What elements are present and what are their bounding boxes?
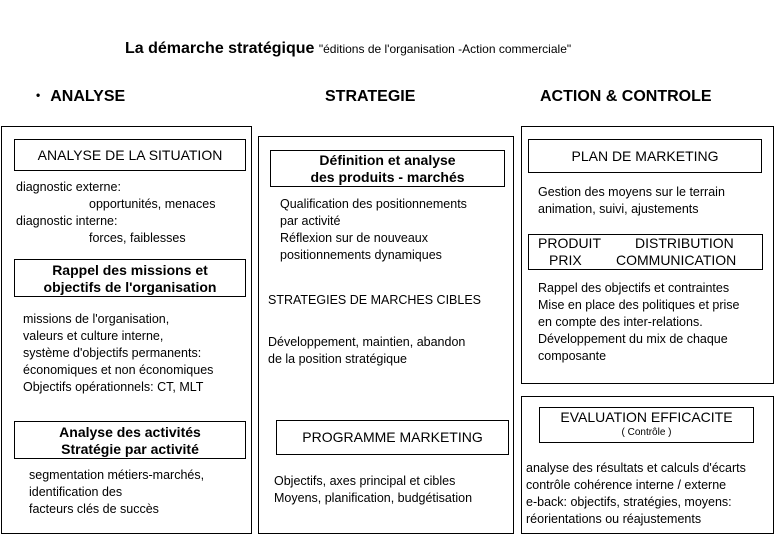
activites-line: facteurs clés de succès <box>29 502 159 516</box>
definition-title-line: Définition et analyse <box>319 152 456 168</box>
activites-text <box>29 467 204 518</box>
situation-line: diagnostic interne: <box>16 214 118 228</box>
programme-line: Objectifs, axes principal et cibles <box>274 474 456 488</box>
mix-prix: PRIX <box>549 252 582 268</box>
situation-line: opportunités, menaces <box>89 197 216 211</box>
evaluation-line: réorientations ou réajustements <box>526 512 702 526</box>
evaluation-title: EVALUATION EFFICACITE <box>560 409 733 425</box>
subtitle-text: "éditions de l'organisation -Action commerciale" <box>318 42 572 56</box>
developpement-line: de la position stratégique <box>268 352 407 366</box>
situation-line: diagnostic externe: <box>16 180 121 194</box>
missions-title-line: objectifs de l'organisation <box>43 279 217 295</box>
missions-text <box>23 311 213 396</box>
plan-box <box>528 139 762 173</box>
definition-line: Réflexion sur de nouveaux <box>280 231 429 245</box>
definition-line: par activité <box>280 214 341 228</box>
title-text: La démarche stratégique <box>125 40 315 57</box>
mix-line: en compte des inter-relations. <box>538 315 703 329</box>
plan-line: Gestion des moyens sur le terrain <box>538 185 725 199</box>
mix-produit: PRODUIT <box>538 235 601 251</box>
programme-title: PROGRAMME MARKETING <box>302 429 483 445</box>
strategie-column <box>258 136 514 534</box>
activites-line: segmentation métiers-marchés, <box>29 468 205 482</box>
developpement-line: Développement, maintien, abandon <box>268 335 466 349</box>
column-header-strategie: STRATEGIE <box>325 88 416 105</box>
column-header-action: ACTION & CONTROLE <box>540 88 712 105</box>
activites-line: identification des <box>29 485 123 499</box>
analyse-column <box>1 126 252 534</box>
evaluation-line: e-back: objectifs, stratégies, moyens: <box>526 495 732 509</box>
definition-title-line: des produits - marchés <box>310 169 465 185</box>
evaluation-text <box>526 460 746 528</box>
evaluation-subtitle: ( Contrôle ) <box>621 427 672 438</box>
plan-text <box>538 184 725 218</box>
mix-box <box>528 234 763 270</box>
missions-title-line: Rappel des missions et <box>52 262 208 278</box>
situation-title: ANALYSE DE LA SITUATION <box>37 147 223 163</box>
bullet-icon: • <box>36 88 41 102</box>
mix-line: Mise en place des politiques et prise <box>538 298 740 312</box>
developpement-text <box>268 334 465 368</box>
analyse-label: ANALYSE <box>50 88 126 105</box>
plan-line: animation, suivi, ajustements <box>538 202 699 216</box>
programme-box <box>276 420 509 455</box>
activites-title-line: Stratégie par activité <box>61 441 199 457</box>
definition-line: positionnements dynamiques <box>280 248 442 262</box>
situation-box <box>14 139 246 171</box>
activites-title-line: Analyse des activités <box>59 424 201 440</box>
definition-box <box>270 150 505 187</box>
page-title <box>125 40 571 58</box>
column-header-analyse <box>36 88 125 106</box>
missions-line: missions de l'organisation, <box>23 312 170 326</box>
situation-text <box>16 179 215 247</box>
plan-title: PLAN DE MARKETING <box>571 148 719 164</box>
plan-column <box>521 126 774 384</box>
mix-line: composante <box>538 349 607 363</box>
strategies-cibles: STRATEGIES DE MARCHES CIBLES <box>268 293 482 307</box>
mix-line: Développement du mix de chaque <box>538 332 728 346</box>
missions-line: valeurs et culture interne, <box>23 329 164 343</box>
missions-line: Objectifs opérationnels: CT, MLT <box>23 380 204 394</box>
definition-line: Qualification des positionnements <box>280 197 467 211</box>
mix-distribution: DISTRIBUTION <box>635 235 734 251</box>
missions-box <box>14 259 246 297</box>
situation-line: forces, faiblesses <box>89 231 186 245</box>
evaluation-column <box>521 396 774 534</box>
activites-box <box>14 421 246 459</box>
programme-text <box>274 473 472 507</box>
evaluation-line: contrôle cohérence interne / externe <box>526 478 727 492</box>
evaluation-line: analyse des résultats et calculs d'écarts <box>526 461 746 475</box>
evaluation-box <box>539 407 754 443</box>
programme-line: Moyens, planification, budgétisation <box>274 491 473 505</box>
mix-communication: COMMUNICATION <box>616 252 737 268</box>
missions-line: économiques et non économiques <box>23 363 214 377</box>
mix-text <box>538 280 740 365</box>
definition-text <box>280 196 467 264</box>
mix-line: Rappel des objectifs et contraintes <box>538 281 730 295</box>
missions-line: système d'objectifs permanents: <box>23 346 202 360</box>
